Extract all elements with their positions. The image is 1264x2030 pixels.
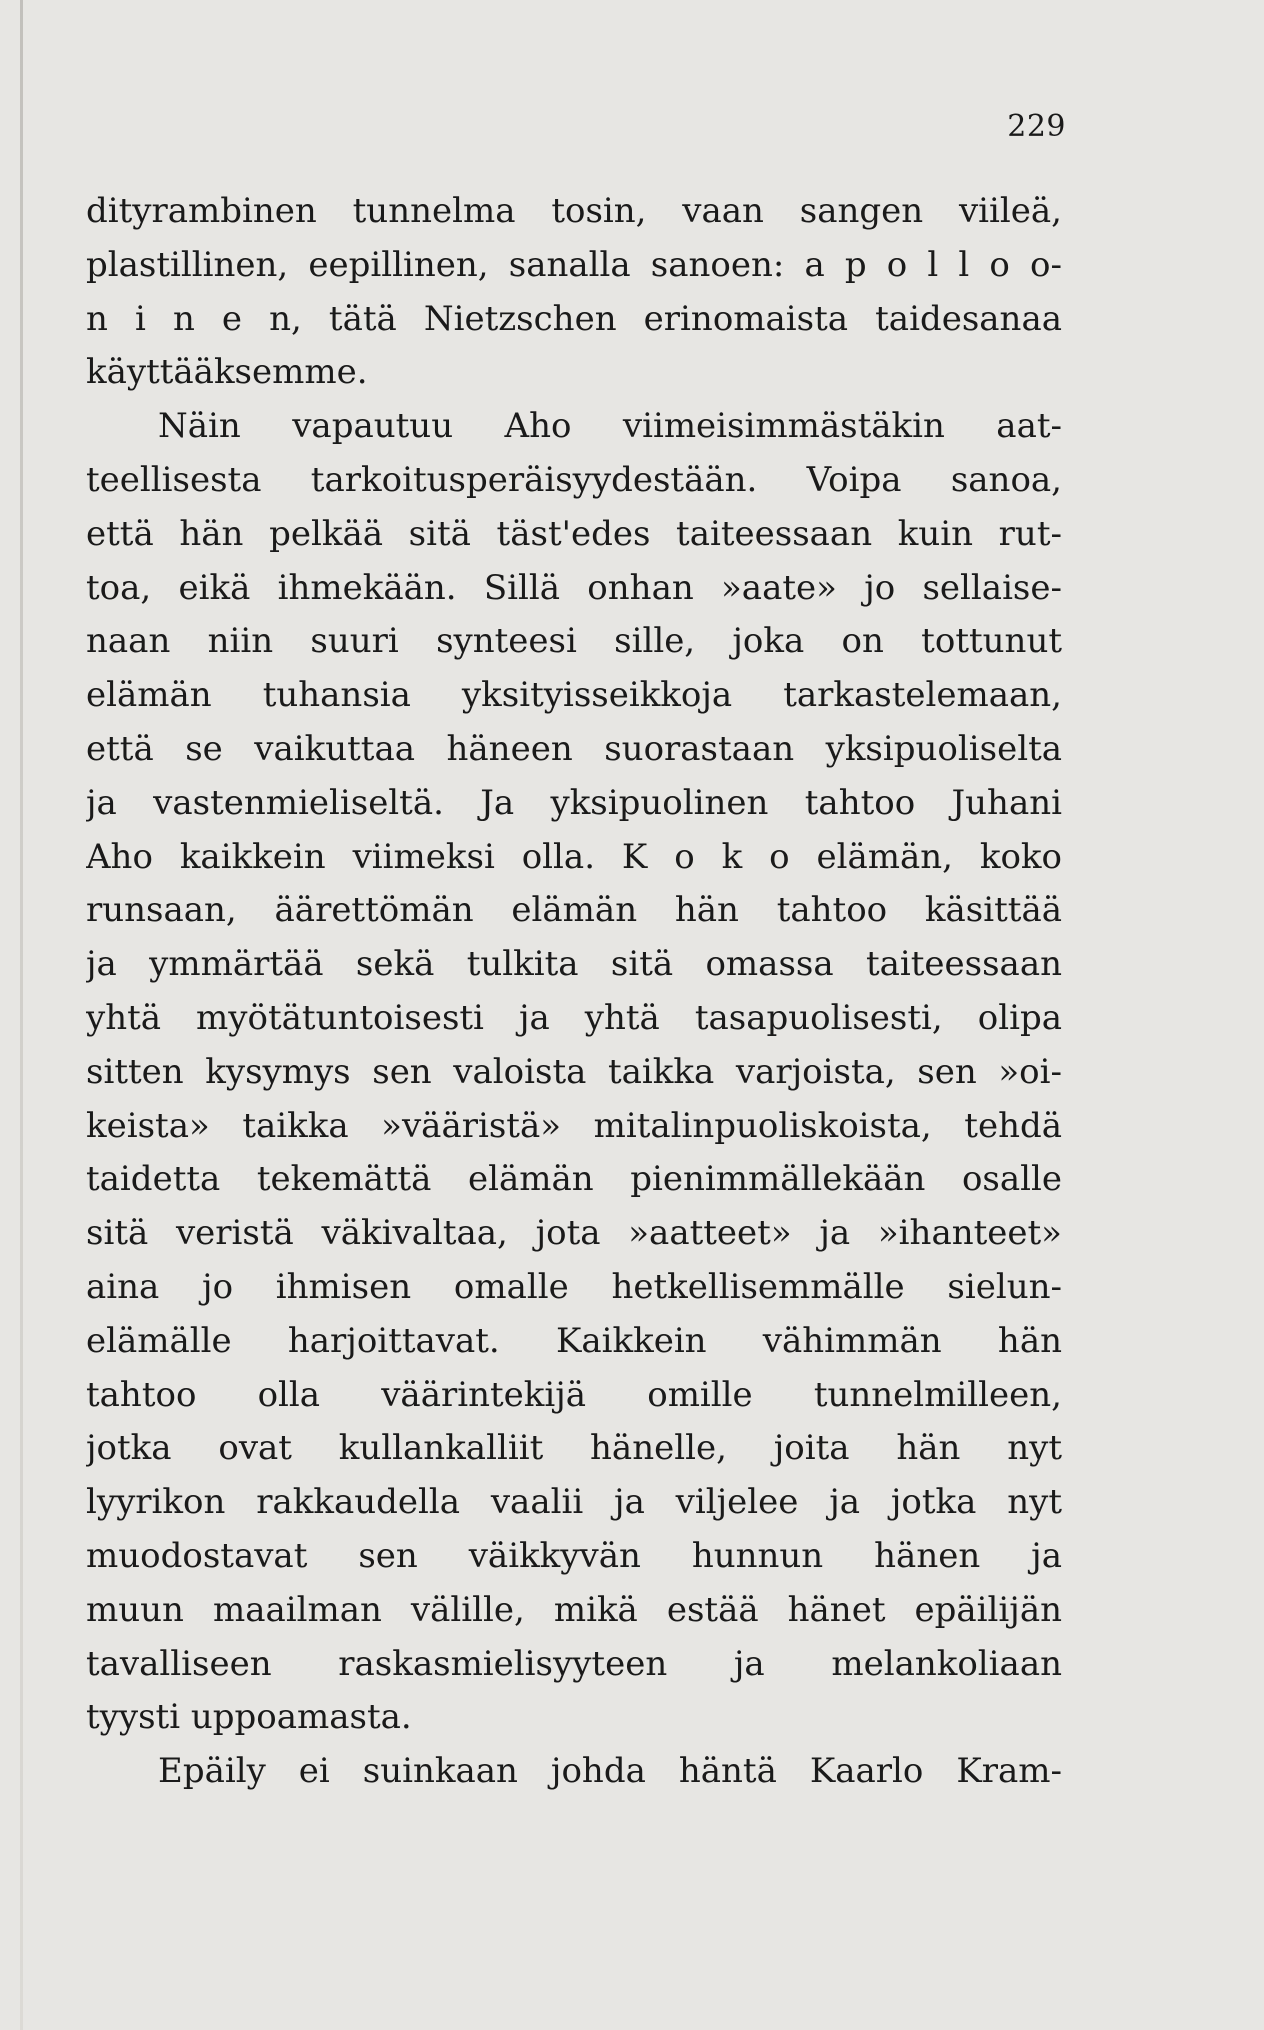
text-line: käyttääksemme. [86,352,368,393]
text-line: että hän pelkää sitä täst'edes taiteessaan kuin rut- [86,513,1062,554]
text-line: muun maailman välille, mikä estää hänet epäilijän [86,1589,1062,1630]
text-line: plastillinen, eepillinen, sanalla sanoen: a p o l l o o- [86,244,1062,285]
text-line: keista» taikka »vääristä» mitalinpuoliskoista, tehdä [86,1105,1062,1146]
text-line: Näin vapautuu Aho viimeisimmästäkin aat- [158,406,1062,447]
text-line: elämälle harjoittavat. Kaikkein vähimmän hän [86,1320,1062,1361]
text-line: dityrambinen tunnelma tosin, vaan sangen viileä, [86,191,1062,231]
text-line: tyysti uppoamasta. [86,1697,412,1738]
text-line: yhtä myötätuntoisesti ja yhtä tasapuolisesti, olipa [86,997,1062,1038]
text-line: tahtoo olla väärintekijä omille tunnelmilleen, [86,1374,1062,1415]
text-line: sitä veristä väkivaltaa, jota »aatteet» ja »ihanteet» [86,1213,1062,1254]
page-edge [20,0,23,2030]
page-number: 229 [1007,109,1066,144]
text-line: lyyrikon rakkaudella vaalii ja viljelee ja jotka nyt [86,1482,1062,1523]
text-line: Epäily ei suinkaan johda häntä Kaarlo Kram- [158,1751,1062,1792]
text-line: jotka ovat kullankalliit hänelle, joita hän nyt [86,1428,1062,1469]
text-line: teellisesta tarkoitusperäisyydestään. Voipa sanoa, [86,459,1062,500]
text-line: tavalliseen raskasmielisyyteen ja melankoliaan [86,1643,1062,1684]
text-line: taidetta tekemättä elämän pienimmällekään osalle [86,1159,1062,1200]
text-line: että se vaikuttaa häneen suorastaan yksipuoliselta [86,728,1062,769]
text-line: Aho kaikkein viimeksi olla. K o k o elämän, koko [86,836,1062,877]
text-line: naan niin suuri synteesi sille, joka on tottunut [86,621,1062,662]
body-text [86,185,1062,1799]
text-line: aina jo ihmisen omalle hetkellisemmälle sielun- [86,1266,1062,1307]
text-line: ja ymmärtää sekä tulkita sitä omassa taiteessaan [86,944,1062,985]
text-line: sitten kysymys sen valoista taikka varjoista, sen »oi- [86,1051,1062,1092]
text-line: n i n e n, tätä Nietzschen erinomaista taidesanaa [86,298,1062,339]
text-line: elämän tuhansia yksityisseikkoja tarkastelemaan, [86,675,1062,716]
text-line: toa, eikä ihmekään. Sillä onhan »aate» jo sellaise- [86,567,1062,608]
text-line: runsaan, äärettömän elämän hän tahtoo käsittää [86,890,1062,931]
text-line: muodostavat sen väikkyvän hunnun hänen ja [86,1535,1062,1576]
text-line: ja vastenmieliseltä. Ja yksipuolinen tahtoo Juhani [86,782,1062,823]
